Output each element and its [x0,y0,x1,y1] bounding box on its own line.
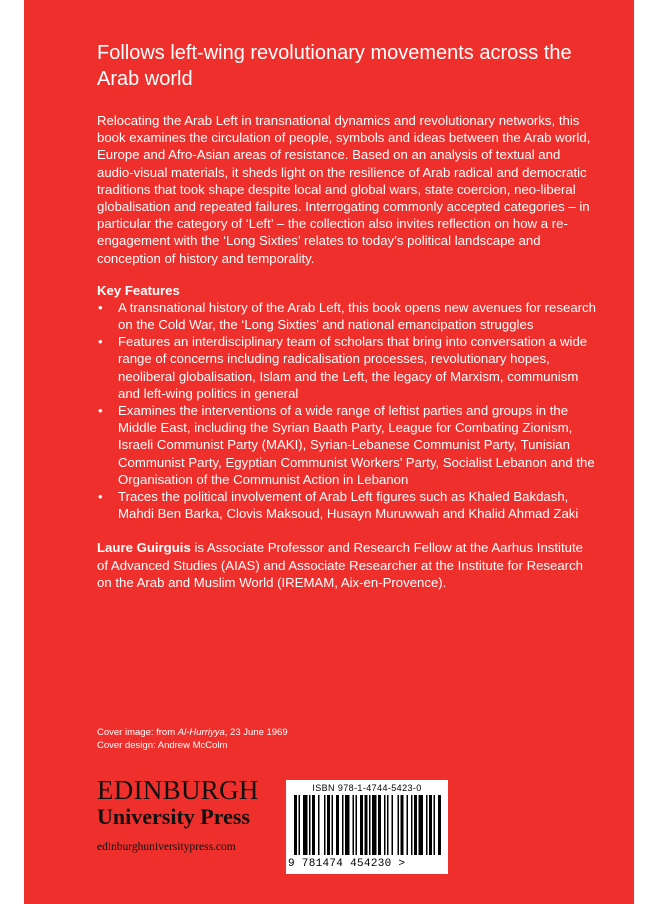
cover-design-credit: Cover design: Andrew McColm [97,740,228,751]
headline: Follows left-wing revolutionary movements across the Arab world [97,42,572,90]
barcode-bar [356,795,358,855]
barcode-bar [303,795,308,855]
barcode-bar [345,795,350,855]
blurb: Relocating the Arab Left in transnational dynamics and revolutionary networks, this book examines the circulation of people, symbols and ideas between the Arab world, Europe and Afro-Asian areas of resistance. Based on an analysis of textual and audio-visual materials, it sheds light on the resilience of Arab radical and democratic traditions that took shape despite local and global wars, state coercion, neo-liberal globalisation and repeated failures. Interrogating commonly accepted categories – in particular the category of ‘Left’ – the collection also invites reflection on how a re-engagement with the ‘Long Sixties’ relates to today’s political landscape and conception of history and temporality. [97,113,591,266]
key-features-list [97,299,597,523]
barcode-bar [419,795,424,855]
barcode-bar [434,795,436,855]
barcode-bar [414,795,417,855]
barcode-bar [411,795,413,855]
bullet-icon: • [98,403,103,419]
bullet-icon: • [98,299,103,315]
barcode-bar [398,795,400,855]
bullet-icon: • [98,489,103,505]
barcode-bar [387,795,389,855]
cover-text [97,40,597,591]
barcode-bar [336,795,339,855]
barcode-bar [392,795,394,855]
isbn-barcode [286,780,448,874]
barcode-icon [286,795,448,857]
key-feature-text: Traces the political involvement of Arab Left figures such as Khaled Bakdash, Mahdi Ben Barka, Clovis Maksoud, Husayn Muruwwah and Khalid Ahmad Zaki [118,489,579,522]
publisher-name: EDINBURGH [97,775,259,805]
publisher-logo [97,776,259,855]
barcode-bar [324,795,326,855]
barcode-bar [318,795,320,855]
barcode-bar [369,795,371,855]
key-feature-item [97,402,597,488]
barcode-bar [384,795,386,855]
key-feature-text: A transnational history of the Arab Left, this book opens new avenues for research on the Cold War, the ‘Long Sixties’ and national emancipation struggles [118,299,596,333]
cover-image-credit-date: , 23 June 1969 [224,727,288,738]
barcode-bar [360,795,363,855]
barcode-bar [353,795,355,855]
cover-image-credit [97,726,288,739]
isbn-digits: 9 781474 454230 > [288,858,406,870]
isbn-label: ISBN 978-1-4744-5423-0 [312,783,422,793]
author-name: Laure Guirguis [97,540,191,556]
barcode-bar [342,795,344,855]
back-cover [24,0,634,904]
barcode-bar [294,795,297,855]
author-bio [97,539,597,591]
barcode-bar [372,795,377,855]
barcode-bar [327,795,330,855]
bullet-icon: • [98,334,103,350]
barcode-bar [401,795,404,855]
barcode-bar [426,795,428,855]
publisher-subtitle: University Press [97,804,250,829]
key-features-heading: Key Features [97,282,180,298]
key-feature-item [97,299,597,333]
barcode-bar [407,795,409,855]
author-bio-text: is Associate Professor and Research Fellow at the Aarhus Institute of Advanced Studies (AIAS) and Associate Researcher at the Institute for Research on the Arab and Muslim World (IREMAM, Aix-en-Provence). [97,540,584,590]
barcode-bar [378,795,381,855]
key-feature-text: Examines the interventions of a wide range of leftist parties and groups in the Middle East, including the Syrian Baath Party, League for Combating Zionism, Israeli Communist Party (MAKI), Syrian-Lebanese Communist Party, Tunisian Communist Party, Egyptian Communist Workers’ Party, Socialist Lebanon and the Organisation of the Communist Action in Lebanon [118,403,595,487]
barcode-bar [332,795,334,855]
barcode-bar [365,795,368,855]
cover-image-credit-prefix: Cover image: from [97,727,178,738]
barcode-bar [312,795,315,855]
barcode-bar [299,795,301,855]
barcode-bar [309,795,311,855]
publisher-url: edinburghuniversitypress.com [97,841,236,853]
barcode-bar [438,795,441,855]
barcode-bar [429,795,432,855]
cover-image-source: Al-Hurriyya [177,727,225,738]
cover-credits [97,726,288,752]
key-feature-item [97,488,597,522]
key-feature-item [97,333,597,402]
key-feature-text: Features an interdisciplinary team of scholars that bring into conversation a wide range of concerns including radicalisation processes, revolutionary hopes, neoliberal globalisation, Islam and the Left, the legacy of Marxism, communism and left-wing politics in general [118,334,588,401]
